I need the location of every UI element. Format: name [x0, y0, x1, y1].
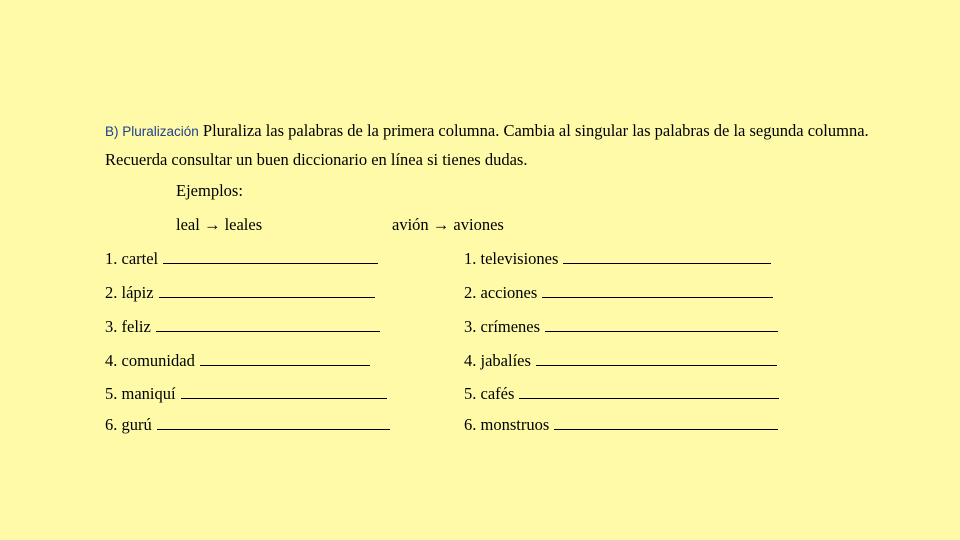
exercise-word: 5. maniquí	[105, 384, 176, 403]
exercise-word: 5. cafés	[464, 384, 515, 403]
exercise-item-right-4	[464, 350, 777, 372]
exercise-word: 4. jabalíes	[464, 351, 531, 370]
exercise-word: 2. lápiz	[105, 283, 154, 302]
answer-blank[interactable]	[545, 317, 778, 332]
exercise-word: 4. comunidad	[105, 351, 195, 370]
exercise-item-left-4	[105, 350, 370, 372]
example-left: leal → leales	[176, 215, 263, 234]
exercise-word: 1. cartel	[105, 249, 159, 268]
section-label: B) Pluralización	[105, 124, 199, 139]
exercise-item-left-6	[105, 414, 390, 436]
examples-title-text: Ejemplos	[176, 181, 239, 200]
answer-blank[interactable]	[163, 249, 378, 264]
exercise-item-right-6	[464, 414, 778, 436]
exercise-word: 3. feliz	[105, 317, 151, 336]
answer-blank[interactable]	[156, 317, 380, 332]
exercise-item-left-5	[105, 383, 387, 405]
exercise-item-right-2	[464, 282, 773, 304]
answer-blank[interactable]	[157, 415, 390, 430]
exercise-item-left-1	[105, 248, 378, 270]
example-right: avión → aviones	[392, 215, 504, 234]
instructions-text: Pluraliza las palabras de la primera columna. Cambia al singular las palabras de la segunda columna. Recuerda consultar un buen diccionario en línea si tienes dudas.	[105, 121, 869, 169]
answer-blank[interactable]	[536, 351, 777, 366]
exercise-item-left-3	[105, 316, 380, 338]
examples-title	[176, 180, 243, 202]
exercise-word: 2. acciones	[464, 283, 538, 302]
exercise-item-left-2	[105, 282, 375, 304]
exercise-item-right-1	[464, 248, 771, 270]
examples-title-colon: :	[238, 181, 243, 200]
answer-blank[interactable]	[159, 283, 375, 298]
answer-blank[interactable]	[554, 415, 778, 430]
answer-blank[interactable]	[181, 384, 387, 399]
exercise-word: 1. televisiones	[464, 249, 559, 268]
answer-blank[interactable]	[542, 283, 773, 298]
exercise-word: 3. crímenes	[464, 317, 541, 336]
exercise-item-right-3	[464, 316, 778, 338]
instructions-paragraph	[105, 117, 895, 174]
exercise-word: 6. monstruos	[464, 415, 550, 434]
answer-blank[interactable]	[563, 249, 771, 264]
answer-blank[interactable]	[200, 351, 370, 366]
exercise-item-right-5	[464, 383, 779, 405]
exercise-word: 6. gurú	[105, 415, 152, 434]
answer-blank[interactable]	[519, 384, 779, 399]
